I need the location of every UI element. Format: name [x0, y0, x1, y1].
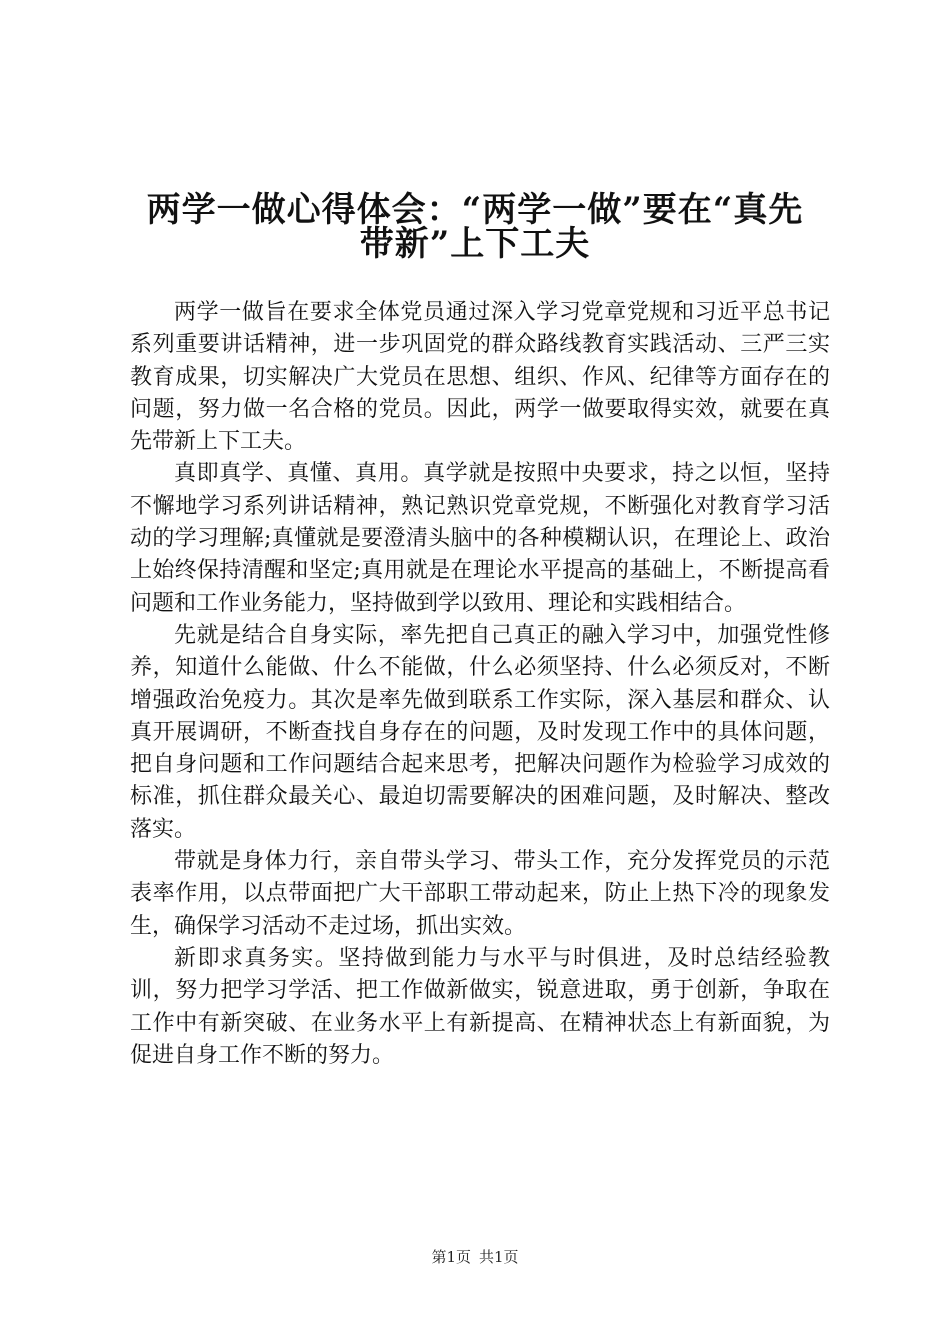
page-number-current: 第1页: [431, 1248, 471, 1266]
page-number-total: 共1页: [479, 1248, 519, 1266]
paragraph-intro: 两学一做旨在要求全体党员通过深入学习党章党规和习近平总书记系列重要讲话精神，进一步巩固党的群众路线教育实践活动、三严三实教育成果，切实解决广大党员在思想、组织、作风、纪律等方面存在的问题，努力做一名合格的党员。因此，两学一做要取得实效，就要在真先带新上下工夫。: [130, 300, 830, 455]
paragraph-xin: 新即求真务实。坚持做到能力与水平与时俱进，及时总结经验教训，努力把学习学活、把工作做新做实，锐意进取，勇于创新，争取在工作中有新突破、在业务水平上有新提高、在精神状态上有新面貌，为促进自身工作不断的努力。: [130, 945, 830, 1068]
page-title-line-1: 两学一做心得体会：“两学一做”要在“真先: [146, 190, 804, 230]
document-body: [130, 297, 830, 1072]
page-footer: [0, 1247, 950, 1267]
paragraph-zhen: 真即真学、真懂、真用。真学就是按照中央要求，持之以恒，坚持不懈地学习系列讲话精神，熟记熟识党章党规，不断强化对教育学习活动的学习理解;真懂就是要澄清头脑中的各种模糊认识，在理论上、政治上始终保持清醒和坚定;真用就是在理论水平提高的基础上，不断提高看问题和工作业务能力，坚持做到学以致用、理论和实践相结合。: [130, 461, 830, 616]
page-title-line-2: 带新”上下工夫: [359, 224, 591, 264]
paragraph-dai: 带就是身体力行，亲自带头学习、带头工作，充分发挥党员的示范表率作用，以点带面把广大干部职工带动起来，防止上热下冷的现象发生，确保学习活动不走过场，抓出实效。: [130, 849, 830, 939]
paragraph-xian: 先就是结合自身实际，率先把自己真正的融入学习中，加强党性修养，知道什么能做、什么不能做，什么必须坚持、什么必须反对，不断增强政治免疫力。其次是率先做到联系工作实际，深入基层和群众、认真开展调研，不断查找自身存在的问题，及时发现工作中的具体问题，把自身问题和工作问题结合起来思考，把解决问题作为检验学习成效的标准，抓住群众最关心、最迫切需要解决的困难问题，及时解决、整改落实。: [130, 622, 830, 842]
